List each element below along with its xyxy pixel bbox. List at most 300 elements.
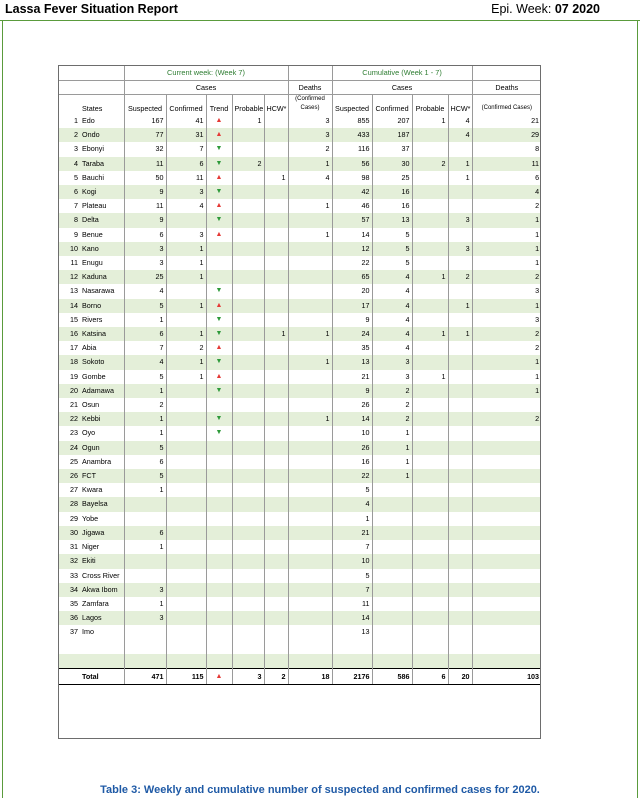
deaths-cell: 1 xyxy=(288,355,332,369)
trend-down-icon: ▼ xyxy=(206,327,232,341)
hcw-cell xyxy=(264,483,288,497)
confirmed-cell xyxy=(166,313,206,327)
hcw-cell xyxy=(264,199,288,213)
empty-cell xyxy=(58,640,80,654)
suspected-cell xyxy=(124,625,166,639)
cum-hcw-cell xyxy=(448,199,472,213)
state-name: Bayelsa xyxy=(80,497,124,511)
col-trend: Trend xyxy=(206,95,232,115)
cum-deaths-cell: 1 xyxy=(472,213,541,227)
cum-hcw-cell xyxy=(448,554,472,568)
cum-hcw-cell xyxy=(448,597,472,611)
cum-suspected-cell: 56 xyxy=(332,157,372,171)
row-number: 32 xyxy=(58,554,80,568)
empty-cell xyxy=(124,640,166,654)
hcw-cell xyxy=(264,355,288,369)
col-confirmed: Confirmed xyxy=(166,95,206,115)
cum-hcw-cell xyxy=(448,540,472,554)
cum-confirmed-cell xyxy=(372,497,412,511)
state-name: Yobe xyxy=(82,513,99,523)
probable-cell xyxy=(232,583,264,597)
cum-confirmed-cell: 5 xyxy=(372,242,412,256)
cum-confirmed-cell xyxy=(372,597,412,611)
probable-cell xyxy=(232,441,264,455)
cum-suspected-cell: 14 xyxy=(332,611,372,625)
trend-empty xyxy=(206,611,232,625)
empty-cell xyxy=(124,654,166,669)
deaths-cell xyxy=(288,441,332,455)
table-row xyxy=(58,569,541,583)
deaths-cell xyxy=(288,398,332,412)
empty-cell xyxy=(448,654,472,669)
probable-cell xyxy=(232,569,264,583)
deaths-cell xyxy=(288,313,332,327)
cum-deaths-cell: 2 xyxy=(472,199,541,213)
cum-deaths-cell xyxy=(472,569,541,583)
suspected-cell: 6 xyxy=(124,526,166,540)
col-deaths-sub: (Confirmed Cases) xyxy=(288,95,332,115)
suspected-cell: 77 xyxy=(124,128,166,142)
cum-hcw-cell: 1 xyxy=(448,157,472,171)
cum-hcw-cell xyxy=(448,355,472,369)
table-row xyxy=(58,625,541,639)
confirmed-cell: 11 xyxy=(166,171,206,185)
cum-deaths-cell: 1 xyxy=(472,299,541,313)
suspected-cell: 9 xyxy=(124,213,166,227)
cum-probable-cell xyxy=(412,569,448,583)
cum-probable-cell xyxy=(412,299,448,313)
row-number: 11 xyxy=(70,258,78,268)
cum-deaths-cell xyxy=(472,483,541,497)
hcw-cell xyxy=(264,228,288,242)
trend-empty xyxy=(206,597,232,611)
suspected-cell: 2 xyxy=(124,398,166,412)
probable-cell xyxy=(232,384,264,398)
cum-deaths-cell xyxy=(472,540,541,554)
deaths-cell xyxy=(288,270,332,284)
table-row xyxy=(58,583,541,597)
table-row xyxy=(58,142,541,156)
probable-cell xyxy=(232,299,264,313)
empty-cell xyxy=(232,640,264,654)
cum-hcw-cell xyxy=(448,185,472,199)
empty-cell xyxy=(472,640,541,654)
hcw-cell xyxy=(264,512,288,526)
cum-confirmed-cell: 187 xyxy=(372,128,412,142)
confirmed-cell xyxy=(166,554,206,568)
state-name: Rivers xyxy=(82,314,103,324)
state-name: Kwara xyxy=(82,485,103,495)
suspected-cell: 1 xyxy=(124,412,166,426)
header-rule xyxy=(0,20,640,21)
table-body xyxy=(58,65,541,684)
probable-cell xyxy=(232,611,264,625)
empty-cell xyxy=(472,654,541,669)
cum-confirmed-cell: 25 xyxy=(372,171,412,185)
trend-empty xyxy=(206,455,232,469)
row-number: 25 xyxy=(70,456,78,466)
confirmed-cell xyxy=(166,483,206,497)
cum-suspected-cell: 14 xyxy=(332,228,372,242)
state-name: Taraba xyxy=(80,157,124,171)
trend-down-icon: ▼ xyxy=(206,313,232,327)
row-number: 36 xyxy=(58,611,80,625)
trend-down-icon: ▼ xyxy=(206,213,232,227)
cum-deaths-cell xyxy=(472,426,541,440)
trend-empty xyxy=(206,242,232,256)
trend-empty xyxy=(206,569,232,583)
state-name: FCT xyxy=(80,469,124,483)
cum-hcw-cell xyxy=(448,526,472,540)
suspected-cell: 50 xyxy=(124,171,166,185)
confirmed-cell: 3 xyxy=(166,228,206,242)
header-row-3 xyxy=(58,95,541,115)
cum-deaths-cell xyxy=(472,512,541,526)
cum-probable-cell: 6 xyxy=(412,668,448,684)
cum-confirmed-cell: 16 xyxy=(372,199,412,213)
table-row xyxy=(58,341,541,355)
probable-cell xyxy=(232,469,264,483)
deaths-cell xyxy=(288,597,332,611)
state-name: Kaduna xyxy=(80,270,124,284)
suspected-cell xyxy=(124,569,166,583)
deaths-cell xyxy=(288,455,332,469)
suspected-cell: 5 xyxy=(124,441,166,455)
row-number: 8 xyxy=(58,213,80,227)
current-deaths-header: Deaths xyxy=(288,81,332,95)
row-number: 16 xyxy=(58,327,80,341)
cum-deaths-cell xyxy=(472,398,541,412)
deaths-cell xyxy=(288,611,332,625)
cum-suspected-cell: 10 xyxy=(332,426,372,440)
confirmed-cell xyxy=(166,398,206,412)
empty-cell xyxy=(448,640,472,654)
table-row xyxy=(58,355,541,369)
cum-confirmed-cell: 5 xyxy=(372,228,412,242)
row-number: 19 xyxy=(70,371,78,381)
cum-confirmed-cell: 16 xyxy=(372,185,412,199)
cum-deaths-cell xyxy=(472,611,541,625)
row-number: 34 xyxy=(58,583,80,597)
suspected-cell: 9 xyxy=(124,185,166,199)
table-row xyxy=(58,512,541,526)
trend-empty xyxy=(206,270,232,284)
cum-suspected-cell: 7 xyxy=(332,540,372,554)
suspected-cell: 1 xyxy=(124,426,166,440)
row-number: 4 xyxy=(58,157,80,171)
deaths-cell xyxy=(288,341,332,355)
table-row xyxy=(58,483,541,497)
cum-confirmed-cell: 4 xyxy=(372,299,412,313)
cum-suspected-cell: 1 xyxy=(332,512,372,526)
cum-suspected-cell: 42 xyxy=(332,185,372,199)
state-name: Sokoto xyxy=(80,355,124,369)
empty-cell xyxy=(332,640,372,654)
cum-deaths-cell xyxy=(472,441,541,455)
table-row xyxy=(58,540,541,554)
deaths-cell xyxy=(288,469,332,483)
cum-confirmed-cell: 4 xyxy=(372,313,412,327)
row-number: 5 xyxy=(74,172,78,182)
trend-empty xyxy=(206,540,232,554)
cum-hcw-cell xyxy=(448,497,472,511)
state-name: Ogun xyxy=(80,441,124,455)
probable-cell xyxy=(232,242,264,256)
cum-probable-cell xyxy=(412,228,448,242)
hcw-cell xyxy=(264,128,288,142)
confirmed-cell: 2 xyxy=(166,341,206,355)
cum-probable-cell xyxy=(412,142,448,156)
row-number: 17 xyxy=(70,343,78,353)
cum-probable-cell xyxy=(412,512,448,526)
deaths-cell xyxy=(288,213,332,227)
cum-suspected-cell: 22 xyxy=(332,469,372,483)
trend-down-icon: ▼ xyxy=(206,157,232,171)
confirmed-cell: 1 xyxy=(166,256,206,270)
cum-probable-cell: 1 xyxy=(412,327,448,341)
cum-suspected-cell: 10 xyxy=(332,554,372,568)
suspected-cell: 5 xyxy=(124,299,166,313)
trend-up-icon: ▲ xyxy=(206,114,232,128)
cum-deaths-cell: 3 xyxy=(472,284,541,298)
cum-deaths-cell: 1 xyxy=(472,228,541,242)
deaths-cell: 1 xyxy=(288,228,332,242)
deaths-cell: 1 xyxy=(288,157,332,171)
cum-hcw-cell xyxy=(448,313,472,327)
cum-suspected-cell: 9 xyxy=(332,313,372,327)
hcw-cell xyxy=(264,256,288,270)
deaths-cell xyxy=(288,242,332,256)
table-row xyxy=(58,384,541,398)
col-cum-deaths-sub: (Confirmed Cases) xyxy=(472,95,541,115)
cum-probable-cell xyxy=(412,199,448,213)
confirmed-cell xyxy=(166,611,206,625)
cum-probable-cell xyxy=(412,497,448,511)
cum-suspected-cell: 57 xyxy=(332,213,372,227)
hcw-cell xyxy=(264,185,288,199)
table-row xyxy=(58,114,541,128)
table-row xyxy=(58,256,541,270)
suspected-cell xyxy=(124,497,166,511)
trend-empty xyxy=(206,583,232,597)
table-row xyxy=(58,455,541,469)
trend-empty xyxy=(206,512,232,526)
deaths-cell: 18 xyxy=(288,668,332,684)
confirmed-cell: 1 xyxy=(166,242,206,256)
row-number: 28 xyxy=(58,497,80,511)
deaths-cell: 3 xyxy=(288,128,332,142)
cum-probable-cell: 1 xyxy=(412,114,448,128)
state-name: Zamfara xyxy=(82,598,109,608)
cum-probable-cell xyxy=(412,242,448,256)
table-row xyxy=(58,412,541,426)
state-name: Lagos xyxy=(80,611,124,625)
cum-deaths-cell: 3 xyxy=(472,313,541,327)
hcw-cell xyxy=(264,455,288,469)
probable-cell xyxy=(232,540,264,554)
state-name: Nasarawa xyxy=(82,286,115,296)
trend-up-icon: ▲ xyxy=(206,370,232,384)
trend-empty xyxy=(206,483,232,497)
deaths-cell xyxy=(288,540,332,554)
cum-hcw-cell: 1 xyxy=(448,171,472,185)
state-name: Osun xyxy=(82,400,100,410)
suspected-cell: 11 xyxy=(124,199,166,213)
table-row xyxy=(58,554,541,568)
confirmed-cell xyxy=(166,583,206,597)
probable-cell xyxy=(232,426,264,440)
epi-week-label: Epi. Week: xyxy=(491,2,552,16)
row-number: 18 xyxy=(58,355,80,369)
table-row xyxy=(58,370,541,384)
empty-cell xyxy=(58,654,80,669)
state-name: Anambra xyxy=(82,456,112,466)
cum-probable-cell xyxy=(412,611,448,625)
hcw-cell xyxy=(264,597,288,611)
table-row xyxy=(58,526,541,540)
row-number: 35 xyxy=(70,598,78,608)
state-name: Enugu xyxy=(82,258,103,268)
trend-empty xyxy=(206,554,232,568)
cum-deaths-cell: 103 xyxy=(472,668,541,684)
trend-up-icon: ▲ xyxy=(206,199,232,213)
table-row xyxy=(58,597,541,611)
suspected-cell: 6 xyxy=(124,455,166,469)
cum-probable-cell xyxy=(412,213,448,227)
trend-up-icon: ▲ xyxy=(206,299,232,313)
spacer-row xyxy=(58,640,541,654)
confirmed-cell: 6 xyxy=(166,157,206,171)
deaths-cell: 4 xyxy=(288,171,332,185)
table-row xyxy=(58,398,541,412)
deaths-cell xyxy=(288,554,332,568)
cum-probable-cell xyxy=(412,128,448,142)
cum-probable-cell xyxy=(412,483,448,497)
state-name: Kogi xyxy=(80,185,124,199)
cum-deaths-cell: 1 xyxy=(472,242,541,256)
trend-empty xyxy=(206,441,232,455)
cum-confirmed-cell xyxy=(372,569,412,583)
deaths-cell xyxy=(288,384,332,398)
table-row xyxy=(58,441,541,455)
cum-confirmed-cell xyxy=(372,583,412,597)
cum-confirmed-cell: 4 xyxy=(372,284,412,298)
cum-confirmed-cell xyxy=(372,554,412,568)
cum-hcw-cell: 2 xyxy=(448,270,472,284)
row-number: 9 xyxy=(74,229,78,239)
trend-empty xyxy=(206,526,232,540)
cum-deaths-cell: 2 xyxy=(472,341,541,355)
empty-cell xyxy=(288,654,332,669)
col-hcw: HCW* xyxy=(264,95,288,115)
cum-hcw-cell xyxy=(448,384,472,398)
hcw-cell: 1 xyxy=(264,171,288,185)
suspected-cell: 3 xyxy=(124,611,166,625)
cum-suspected-cell: 21 xyxy=(332,370,372,384)
cum-probable-cell xyxy=(412,597,448,611)
cum-confirmed-cell: 1 xyxy=(372,441,412,455)
col-probable: Probable xyxy=(232,95,264,115)
cum-probable-cell xyxy=(412,455,448,469)
state-name: Cross River xyxy=(82,570,120,580)
confirmed-cell xyxy=(166,526,206,540)
cum-confirmed-cell: 5 xyxy=(372,256,412,270)
cum-deaths-cell: 4 xyxy=(472,185,541,199)
table-caption: Table 3: Weekly and cumulative number of suspected and confirmed cases for 2020. xyxy=(100,784,540,796)
probable-cell xyxy=(232,270,264,284)
cum-deaths-cell xyxy=(472,526,541,540)
hcw-cell xyxy=(264,611,288,625)
row-number: 7 xyxy=(74,201,78,211)
hcw-cell xyxy=(264,242,288,256)
row-number: 12 xyxy=(58,270,80,284)
probable-cell xyxy=(232,313,264,327)
cum-confirmed-cell: 2 xyxy=(372,384,412,398)
cum-suspected-cell: 13 xyxy=(332,625,372,639)
row-number: 24 xyxy=(58,441,80,455)
suspected-cell xyxy=(124,554,166,568)
cum-hcw-cell xyxy=(448,341,472,355)
confirmed-cell xyxy=(166,455,206,469)
deaths-cell xyxy=(288,426,332,440)
cum-deaths-cell: 1 xyxy=(472,384,541,398)
cum-probable-cell xyxy=(412,469,448,483)
cum-suspected-cell: 35 xyxy=(332,341,372,355)
state-name: Edo xyxy=(82,116,95,125)
probable-cell xyxy=(232,199,264,213)
cum-hcw-cell: 3 xyxy=(448,242,472,256)
cum-hcw-cell xyxy=(448,441,472,455)
table-row xyxy=(58,284,541,298)
cum-probable-cell xyxy=(412,526,448,540)
row-number: 6 xyxy=(58,185,80,199)
hcw-cell xyxy=(264,213,288,227)
cum-deaths-cell: 2 xyxy=(472,412,541,426)
row-number: 14 xyxy=(58,299,80,313)
hcw-cell xyxy=(264,270,288,284)
table-row xyxy=(58,469,541,483)
suspected-cell: 4 xyxy=(124,355,166,369)
probable-cell xyxy=(232,370,264,384)
deaths-cell xyxy=(288,299,332,313)
confirmed-cell xyxy=(166,412,206,426)
cum-suspected-cell: 12 xyxy=(332,242,372,256)
cum-confirmed-cell: 1 xyxy=(372,455,412,469)
probable-cell xyxy=(232,597,264,611)
page-border-right xyxy=(637,20,638,798)
suspected-cell: 7 xyxy=(124,341,166,355)
confirmed-cell: 115 xyxy=(166,668,206,684)
cum-hcw-cell xyxy=(448,398,472,412)
cum-probable-cell xyxy=(412,355,448,369)
cum-confirmed-cell: 3 xyxy=(372,355,412,369)
table-row xyxy=(58,299,541,313)
table-row xyxy=(58,242,541,256)
confirmed-cell xyxy=(166,597,206,611)
epi-week-value: 07 2020 xyxy=(554,2,600,16)
state-name: Jigawa xyxy=(80,526,124,540)
confirmed-cell: 1 xyxy=(166,299,206,313)
table-row xyxy=(58,157,541,171)
deaths-cell: 2 xyxy=(288,142,332,156)
cumulative-cases-header: Cases xyxy=(332,81,472,95)
table-row xyxy=(58,313,541,327)
confirmed-cell xyxy=(166,569,206,583)
probable-cell xyxy=(232,341,264,355)
trend-empty xyxy=(206,398,232,412)
cum-deaths-cell: 6 xyxy=(472,171,541,185)
empty-cell xyxy=(412,640,448,654)
